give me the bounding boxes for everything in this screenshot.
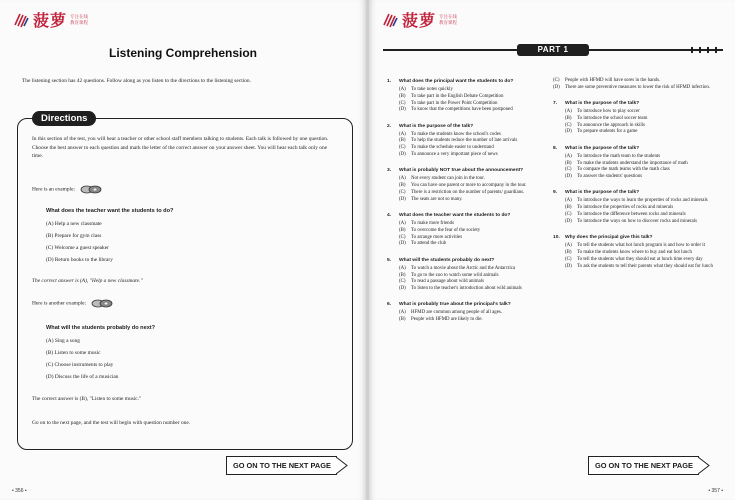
next-page-label: GO ON TO THE NEXT PAGE — [226, 456, 337, 475]
question-stem — [387, 78, 549, 85]
question-number: 6. — [387, 302, 392, 308]
directions-label: Directions — [32, 111, 96, 126]
example1-option-b: (B) Prepare for gym class — [46, 233, 102, 239]
example2-question: What will the students probably do next? — [46, 325, 156, 331]
question-text: What does the teacher want the students to do? — [399, 213, 511, 219]
question-stem — [553, 145, 715, 152]
answer-option — [553, 174, 715, 181]
question-item — [387, 257, 549, 293]
answer-option — [553, 161, 715, 168]
question-number: 7. — [553, 101, 558, 107]
option-letter: (A) — [565, 153, 572, 159]
question-stem — [387, 212, 549, 219]
example1-option-a: (A) Help a new classmate — [46, 221, 102, 227]
answer-option — [553, 250, 715, 257]
page-number: • 356 • — [12, 488, 27, 494]
question-number: 3. — [387, 168, 392, 174]
option-text: To introduce the school soccer team — [577, 115, 648, 121]
option-letter: (C) — [399, 234, 406, 240]
question-text: What will the students probably do next? — [399, 257, 495, 263]
option-letter: (B) — [565, 115, 572, 121]
option-text: To introduce the ways to learn the properties of rocks and minerals — [577, 198, 708, 204]
question-item — [553, 189, 715, 225]
option-letter: (B) — [565, 160, 572, 166]
option-text: To help the students reduce the number of late arrivals — [411, 138, 518, 144]
answer-option — [553, 129, 715, 136]
answer-option — [553, 85, 715, 92]
answer-option — [387, 132, 549, 139]
option-letter: (B) — [399, 183, 406, 189]
logo-tagline: 专注在线 教育课程 — [439, 13, 458, 25]
option-letter: (A) — [399, 265, 406, 271]
option-text: To make the students understand the importance of math — [577, 160, 688, 166]
directions-text: In this section of the test, you will hear a teacher or other school staff members talking to students. Each talk is followed by one question. Choose the best answer to each question and mark the letter of the correct answer on your answer sheet. You will hear each talk only one time. — [32, 136, 329, 159]
question-stem — [387, 301, 549, 308]
option-text: Not every student can join in the tour. — [411, 176, 485, 182]
audio-cd-icon — [91, 299, 113, 308]
go-on-next-page-button[interactable] — [588, 456, 710, 475]
answer-option — [387, 235, 549, 242]
option-text: To take notes quickly — [411, 87, 453, 92]
option-letter: (A) — [565, 198, 572, 204]
question-number: 4. — [387, 213, 392, 219]
go-on-next-page-button[interactable] — [226, 456, 348, 475]
question-item — [553, 145, 715, 181]
option-text: To read a passage about wild animals — [411, 279, 484, 285]
option-letter: (C) — [565, 167, 572, 173]
logo-title: 菠萝 — [33, 11, 68, 30]
answer-option — [553, 116, 715, 123]
option-letter: (A) — [565, 109, 572, 115]
question-item — [387, 123, 549, 159]
option-letter: (A) — [565, 243, 572, 249]
left-page — [0, 0, 366, 500]
part-label: PART 1 — [517, 44, 589, 56]
answer-option — [553, 212, 715, 219]
option-letter: (C) — [399, 279, 406, 285]
option-text: To listen to the teacher's introduction about wild animals — [411, 286, 522, 292]
option-letter: (C) — [565, 256, 572, 262]
question-stem — [387, 257, 549, 264]
option-text: There is a restriction on the number of parents/ guardians. — [411, 189, 525, 195]
answer-option — [387, 197, 549, 204]
option-letter: (C) — [565, 212, 572, 218]
answer-option — [387, 317, 549, 324]
option-text: To take part in the Power Point Competition — [411, 100, 498, 106]
answer-option — [387, 228, 549, 235]
question-text: What is probably NOT true about the announcement? — [399, 168, 524, 174]
page-number: • 357 • — [708, 488, 723, 494]
answer-option — [553, 167, 715, 174]
answer-option — [387, 190, 549, 197]
option-letter: (D) — [565, 218, 572, 224]
right-page — [369, 0, 735, 500]
example2-option-c: (C) Choose instruments to play — [46, 362, 114, 368]
brand-logo — [14, 8, 88, 31]
question-number: 2. — [387, 123, 392, 129]
answer-option — [553, 243, 715, 250]
question-number: 5. — [387, 257, 392, 263]
question-number: 9. — [553, 190, 558, 196]
banner-tick — [715, 47, 717, 53]
question-text: Why does the principal give this talk? — [565, 235, 653, 241]
intro-text: The listening section has 42 questions. Follow along as you listen to the directions to the listening section. — [22, 78, 251, 84]
example1-label: Here is an example: — [32, 185, 338, 194]
question-text: What is the purpose of the talk? — [565, 145, 640, 151]
option-text: There are some preventive measures to lower the risk of HFMD infection. — [565, 84, 711, 90]
option-letter: (A) — [399, 176, 406, 182]
option-letter: (B) — [399, 93, 406, 99]
answer-option — [553, 257, 715, 264]
option-letter: (D) — [399, 107, 406, 113]
option-letter: (A) — [399, 221, 406, 227]
option-letter: (B) — [565, 205, 572, 211]
option-text: To tell the students what hot lunch program is and how to order it — [577, 243, 706, 249]
question-number: 10. — [553, 235, 560, 241]
questions-column-left — [387, 78, 549, 333]
option-text: To introduce the ways on how to discover rocks and minerals — [577, 218, 697, 224]
option-text: To introduce the difference between rocks and minerals — [577, 212, 686, 218]
example2-label: Here is another example: — [32, 299, 338, 308]
option-text: To watch a movie about the Arctic and the Antarctica — [411, 265, 516, 271]
example1-option-d: (D) Return books to the library — [46, 257, 113, 263]
option-letter: (B) — [399, 227, 406, 233]
option-text: To announce a very important piece of news — [411, 152, 498, 158]
example2-option-b: (B) Listen to some music — [46, 350, 101, 356]
question-text: What is the purpose of the talk? — [565, 190, 640, 196]
question-item — [553, 100, 715, 136]
brand-logo — [383, 8, 457, 31]
question-text: What is the purpose of the talk? — [399, 123, 474, 129]
option-text: To compare the math teams with the math class — [577, 167, 670, 173]
option-letter: (A) — [399, 87, 406, 92]
option-letter: (B) — [565, 249, 572, 255]
option-text: To introduce the properties of rocks and minerals — [577, 205, 674, 211]
logo-stripes-icon — [383, 12, 399, 28]
question-stem — [553, 189, 715, 196]
answer-option — [387, 87, 549, 94]
logo-tagline: 专注在线 教育课程 — [70, 13, 89, 25]
question-stem — [553, 100, 715, 107]
question-text: What is probably true about the principal's talk? — [399, 302, 511, 308]
question-stem — [387, 123, 549, 130]
answer-option — [387, 107, 549, 114]
audio-cd-icon — [80, 185, 102, 194]
option-letter: (B) — [399, 272, 406, 278]
banner-tick — [691, 47, 693, 53]
answer-option — [387, 152, 549, 159]
answer-option — [553, 205, 715, 212]
option-text: HFMD are common among people of all ages. — [411, 310, 502, 316]
option-text: To answer the students' questions — [577, 174, 643, 180]
option-text: To prepare students for a game — [577, 129, 638, 135]
option-text: To make the students know the school's codes — [411, 131, 501, 137]
answer-option — [553, 154, 715, 161]
question-stem — [553, 234, 715, 241]
answer-option — [387, 183, 549, 190]
answer-option — [387, 94, 549, 101]
option-text: To know that the competitions have been postponed — [411, 107, 513, 113]
answer-option — [553, 219, 715, 226]
option-text: To overcome the fear of the society — [411, 227, 481, 233]
answer-option — [553, 264, 715, 271]
answer-option — [387, 176, 549, 183]
option-text: People with HFMD will have sores in the hands. — [565, 78, 661, 83]
question-item — [387, 167, 549, 203]
closing-text: Go on to the next page, and the test will begin with question number one. — [32, 420, 191, 426]
option-text: To go to the zoo to watch some wild animals — [411, 272, 499, 278]
question-number: 8. — [553, 145, 558, 151]
option-letter: (B) — [399, 317, 406, 323]
option-text: The seats are not so many. — [411, 196, 463, 202]
directions-box — [17, 113, 353, 450]
answer-option — [387, 273, 549, 280]
logo-stripes-icon — [14, 12, 30, 28]
example2-option-a: (A) Sing a song — [46, 338, 80, 344]
answer-option — [387, 286, 549, 293]
arrow-right-icon — [698, 456, 710, 475]
option-letter: (D) — [565, 129, 572, 135]
banner-tick — [699, 47, 701, 53]
answer-option — [387, 221, 549, 228]
answer-option — [387, 241, 549, 248]
question-text: What does the principal want the students to do? — [399, 79, 514, 84]
question-number: 1. — [387, 79, 392, 84]
option-text: To introduce the math team to the students — [577, 153, 661, 159]
option-letter: (A) — [399, 131, 406, 137]
example1-option-c: (C) Welcome a guest speaker — [46, 245, 109, 251]
option-letter: (A) — [399, 310, 406, 316]
option-text: To announce the approach in skills — [577, 122, 645, 128]
option-letter: (C) — [565, 122, 572, 128]
option-text: To arrange more activities — [411, 234, 463, 240]
option-text: To introduce how to play soccer — [577, 109, 640, 115]
option-letter: (D) — [565, 174, 572, 180]
example1-question: What does the teacher want the students to do? — [46, 208, 174, 214]
answer-option — [553, 78, 715, 85]
answer-option — [387, 266, 549, 273]
option-letter: (D) — [399, 196, 406, 202]
question-item — [387, 78, 549, 114]
option-text: To ask the students to tell their parents what they should eat for lunch — [577, 263, 713, 269]
question-item — [387, 212, 549, 248]
option-letter: (D) — [553, 84, 560, 90]
option-text: To make the schedule easier to understand — [411, 145, 494, 151]
option-letter: (B) — [399, 138, 406, 144]
option-letter: (C) — [399, 189, 406, 195]
questions-column-right — [553, 78, 715, 279]
option-letter: (D) — [399, 286, 406, 292]
option-letter: (C) — [399, 100, 406, 106]
example2-option-d: (D) Discuss the life of a musician — [46, 374, 119, 380]
option-text: To make the students know where to buy and eat hot lunch — [577, 249, 692, 255]
page-title: Listening Comprehension — [108, 46, 257, 60]
option-text: To tell the students what they should eat at lunch time every day — [577, 256, 703, 262]
answer-option — [553, 198, 715, 205]
answer-option — [553, 123, 715, 130]
option-text: To make more friends — [411, 221, 454, 227]
answer-option — [387, 138, 549, 145]
answer-option — [553, 109, 715, 116]
question-item — [553, 234, 715, 270]
option-letter: (D) — [399, 152, 406, 158]
option-letter: (D) — [399, 241, 406, 247]
answer-option — [387, 145, 549, 152]
next-page-label: GO ON TO THE NEXT PAGE — [588, 456, 699, 475]
option-text: To attend the club — [411, 241, 447, 247]
option-text: To take part in the English Debate Competition — [411, 93, 504, 99]
option-letter: (D) — [565, 263, 572, 269]
question-6-continued — [553, 78, 715, 92]
option-text: People with HFMD are likely to die. — [411, 317, 483, 323]
example1-answer: The correct answer is (A), "Help a new classmate." — [32, 278, 143, 284]
answer-option — [387, 279, 549, 286]
option-letter: (C) — [553, 78, 560, 83]
question-stem — [387, 167, 549, 174]
option-letter: (C) — [399, 145, 406, 151]
answer-option — [387, 101, 549, 108]
logo-title: 菠萝 — [402, 11, 437, 30]
question-item — [387, 301, 549, 324]
option-text: You can have one parent or more to accompany in the tour. — [411, 183, 527, 189]
answer-option — [387, 310, 549, 317]
arrow-right-icon — [336, 456, 348, 475]
banner-tick — [707, 47, 709, 53]
example2-answer: The correct answer is (B), "Listen to some music." — [32, 396, 142, 402]
question-text: What is the purpose of the talk? — [565, 101, 640, 107]
part-banner — [383, 44, 723, 56]
